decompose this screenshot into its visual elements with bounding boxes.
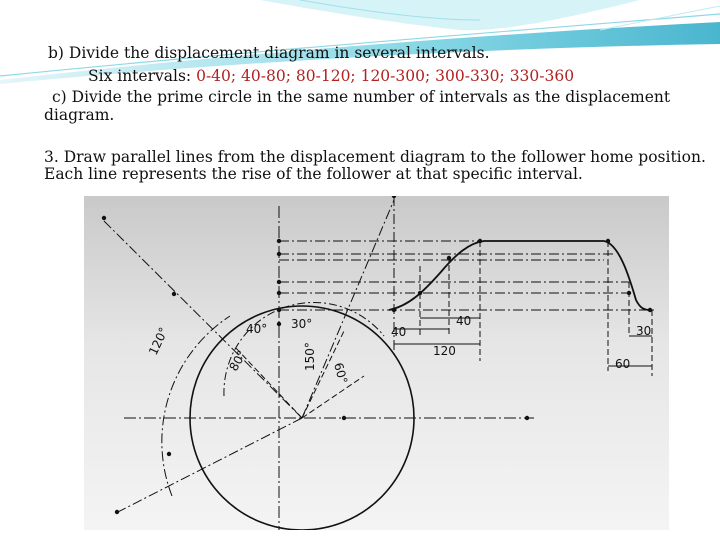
angle-label-40: 40° xyxy=(246,322,268,336)
displacement-curve xyxy=(389,241,650,310)
dimension-label-120: 120 xyxy=(433,344,456,358)
cam-diagram xyxy=(84,196,669,530)
angle-label-80: 80° xyxy=(226,348,250,374)
dimension-label-40b: 40 xyxy=(456,314,472,328)
intervals-label: Six intervals: xyxy=(88,67,192,85)
point-markers xyxy=(102,196,652,514)
angle-label-120: 120° xyxy=(146,325,171,358)
cam-layout-figure xyxy=(84,196,669,530)
angle-label-150: 150° xyxy=(303,342,317,371)
step-c-line-2: diagram. xyxy=(44,106,115,124)
step-3-line-1: 3. Draw parallel lines from the displacement diagram to the follower home position. xyxy=(44,148,706,166)
angle-label-60: 60° xyxy=(331,361,351,386)
dimension-label-30: 30 xyxy=(636,324,652,338)
intervals-values: 0-40; 40-80; 80-120; 120-300; 300-330; 330-360 xyxy=(196,67,575,85)
radial-line-1 xyxy=(104,221,302,418)
step-3-line-2: Each line represents the rise of the follower at that specific interval. xyxy=(44,165,583,183)
radial-line-2 xyxy=(114,418,302,514)
dimension-label-40a: 40 xyxy=(391,325,407,339)
step-c-line-1: c) Divide the prime circle in the same number of intervals as the displacement xyxy=(52,88,671,106)
dimension-label-60: 60 xyxy=(615,357,631,371)
angle-label-30: 30° xyxy=(291,317,313,331)
step-b-text: b) Divide the displacement diagram in several intervals. xyxy=(48,44,490,62)
intervals-line xyxy=(88,68,574,85)
